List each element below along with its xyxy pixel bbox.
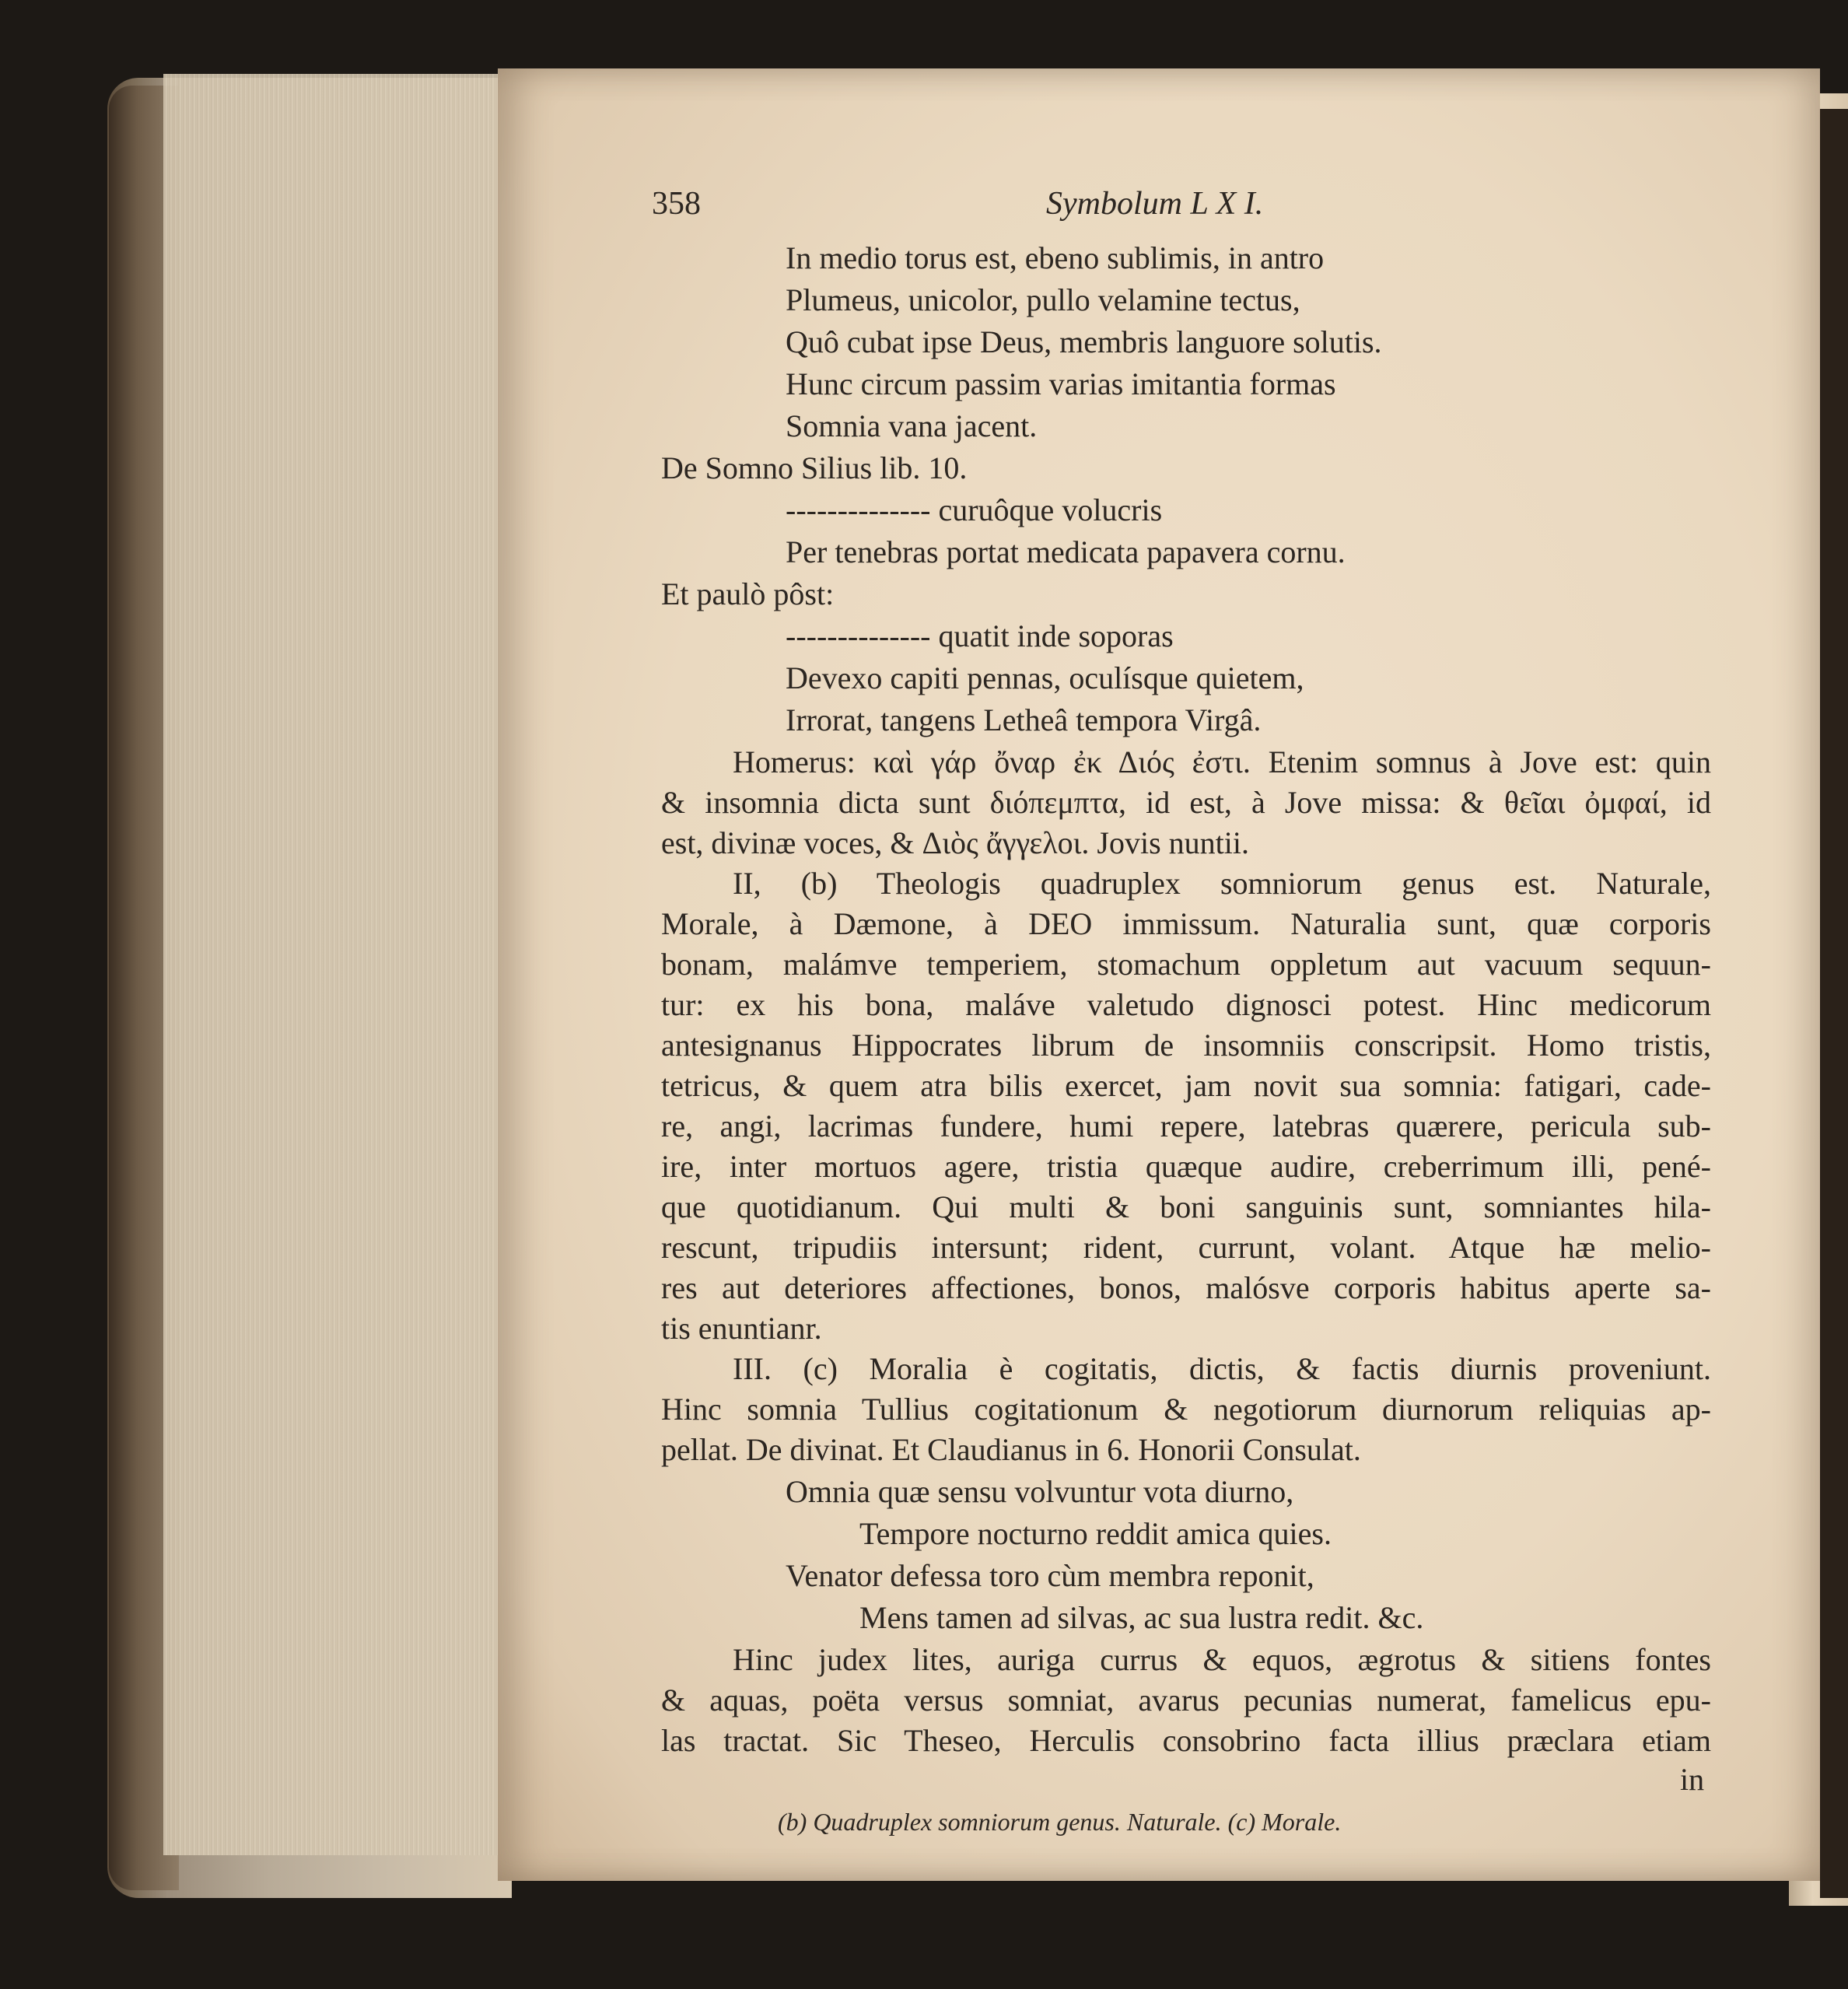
page-number: 358 xyxy=(652,186,701,222)
running-title: Symbolum L X I. xyxy=(1046,186,1264,222)
prose-line: tetricus, & quem atra bilis exercet, jam novit sua somnia: fatigari, cade- xyxy=(661,1068,1711,1103)
prose-line: bonam, malámve temperiem, stomachum oppletum aut vacuum sequun- xyxy=(661,947,1711,982)
prose-line: las tractat. Sic Theseo, Herculis consobrino facta illius præclara etiam xyxy=(661,1723,1711,1758)
citation-line: De Somno Silius lib. 10. xyxy=(661,450,968,485)
prose-line: Homerus: καὶ γάρ ὄναρ ἐκ Διός ἐστι. Etenim somnus à Jove est: quin xyxy=(733,744,1711,779)
prose-line: rescunt, tripudiis intersunt; rident, currunt, volant. Atque hæ melio- xyxy=(661,1230,1711,1265)
footnote: (b) Quadruplex somniorum genus. Naturale. (c) Morale. xyxy=(778,1808,1342,1836)
prose-line: ire, inter mortuos agere, tristia quæque audire, creberrimum illi, pené- xyxy=(661,1149,1711,1184)
verse-line: -------------- quatit inde soporas xyxy=(786,618,1174,653)
verse-line: Devexo capiti pennas, oculísque quietem, xyxy=(786,660,1304,695)
verse-line: Tempore nocturno reddit amica quies. xyxy=(859,1516,1332,1551)
verse-line: Irrorat, tangens Letheâ tempora Virgâ. xyxy=(786,702,1262,737)
prose-line: res aut deteriores affectiones, bonos, malósve corporis habitus aperte sa- xyxy=(661,1270,1711,1305)
verse-line: Per tenebras portat medicata papavera cornu. xyxy=(786,534,1346,569)
prose-line: tis enuntianr. xyxy=(661,1311,822,1346)
prose-line: Hinc judex lites, auriga currus & equos, ægrotus & sitiens fontes xyxy=(733,1642,1711,1677)
verse-line: Hunc circum passim varias imitantia formas xyxy=(786,366,1336,401)
verse-line: Mens tamen ad silvas, ac sua lustra redit. &c. xyxy=(859,1600,1424,1635)
verse-line: Somnia vana jacent. xyxy=(786,408,1038,443)
verse-line: Quô cubat ipse Deus, membris languore solutis. xyxy=(786,324,1382,359)
prose-line: antesignanus Hippocrates librum de insomniis conscripsit. Homo tristis, xyxy=(661,1028,1711,1063)
citation-line: Et paulò pôst: xyxy=(661,576,835,611)
verse-line: In medio torus est, ebeno sublimis, in antro xyxy=(786,240,1325,275)
prose-line: Morale, à Dæmone, à DEO immissum. Naturalia sunt, quæ corporis xyxy=(661,906,1711,941)
verse-line: -------------- curuôque volucris xyxy=(786,492,1163,527)
prose-line: tur: ex his bona, maláve valetudo dignosci potest. Hinc medicorum xyxy=(661,987,1711,1022)
prose-line: est, divinæ voces, & Διὸς ἄγγελοι. Jovis nuntii. xyxy=(661,825,1250,860)
prose-line: Hinc somnia Tullius cogitationum & negotiorum diurnorum reliquias ap- xyxy=(661,1392,1711,1427)
verse-line: Plumeus, unicolor, pullo velamine tectus, xyxy=(786,282,1300,317)
prose-line: & aquas, poëta versus somniat, avarus pecunias numerat, famelicus epu- xyxy=(661,1683,1711,1718)
prose-line: III. (c) Moralia è cogitatis, dictis, & factis diurnis proveniunt. xyxy=(733,1351,1711,1386)
prose-line: re, angi, lacrimas fundere, humi repere, latebras quærere, pericula sub- xyxy=(661,1108,1711,1143)
verse-line: Omnia quæ sensu volvuntur vota diurno, xyxy=(786,1474,1294,1509)
prose-line: que quotidianum. Qui multi & boni sanguinis sunt, somniantes hila- xyxy=(661,1189,1711,1224)
prose-line: II, (b) Theologis quadruplex somniorum genus est. Naturale, xyxy=(733,866,1711,901)
verse-line: Venator defessa toro cùm membra reponit, xyxy=(786,1558,1314,1593)
prose-line: pellat. De divinat. Et Claudianus in 6. Honorii Consulat. xyxy=(661,1432,1361,1467)
prose-line: & insomnia dicta sunt διόπεμπτα, id est, à Jove missa: & θεῖαι ὀμφαί, id xyxy=(661,785,1711,820)
catchword: in xyxy=(1680,1762,1705,1797)
